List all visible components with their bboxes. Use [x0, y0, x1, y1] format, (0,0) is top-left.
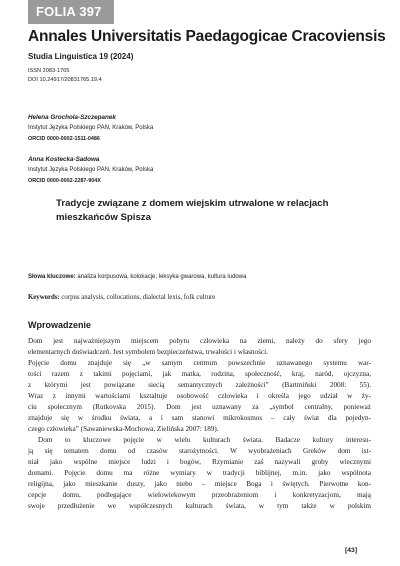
author-orcid-2[interactable]: ORCID 0000-0002-2287-904X — [28, 178, 101, 184]
author-orcid-1[interactable]: ORCID 0000-0002-1511-0486 — [28, 136, 100, 142]
body-text-line: z którymi jest powiązane siecią semantycznych zależności” (Bartmiński 2008: 55). — [28, 381, 371, 389]
doi[interactable]: DOI 10.24917/20831765.19.4 — [28, 77, 102, 83]
body-text-line: Wraz z innymi wartościami kształtuje osobowość człowieka i określa jego udział w ży- — [28, 392, 371, 400]
keywords-polish-label: Słowa kluczowe: — [28, 274, 76, 280]
body-text-line: domami. Pojęcie domu ma różne wymiary w tradycji biblijnej, m.in. jako wspólnota — [28, 469, 371, 477]
article-title — [56, 197, 356, 225]
keywords-polish-text: analiza korpusowa, kolokacje, leksyka gwarowa, kultura ludowa — [75, 274, 247, 280]
page-number: [43] — [345, 547, 358, 554]
body-text-line: znajduje się w środku świata, a i sam stanowi mikrokosmos – cały świat dla pojedyn- — [28, 414, 371, 422]
body-text-line: religijna, jako mieszkanie duszy, jako niebo – miejsce Boga i świętych. Pierwotne kon- — [28, 480, 371, 488]
body-text-line: ciu społecznym (Rutkovska 2015). Dom jest uznawany za „symbol centralny, ponieważ — [28, 403, 371, 411]
keywords-english — [28, 294, 215, 301]
body-text-line: niał jako wspólne miejsce ludzi i bogów, Rzymianie zaś nazywali groby wiecznymi — [28, 458, 371, 466]
body-text-line: ją się tematem domu od czasów starożytności. W wyobrażeniach Greków dom ist- — [28, 447, 371, 455]
body-text-line: Dom to kluczowe pojęcie w wielu kulturach świata. Badacze kultury interesu- — [38, 436, 371, 444]
author-name-1: Helena Grochola-Szczepanek — [28, 114, 116, 121]
journal-title: Annales Universitatis Paedagogicae Cracoviensis — [28, 28, 386, 45]
body-text-line: tości razem z takimi pojęciami, jak matka, rodzina, społeczność, kraj, naród, ojczyzna, — [28, 370, 371, 378]
body-text-line: Dom jest najważniejszym miejscem pobytu człowieka na ziemi, należy do sfery jego — [28, 337, 371, 345]
journal-series: Studia Linguistica 19 (2024) — [28, 52, 134, 61]
author-name-2: Anna Kostecka-Sadowa — [28, 156, 100, 163]
body-text-line: czego człowieka” (Sawaniewska-Mochowa, Zielińska 2007: 189). — [28, 425, 219, 433]
article-title-line-1: Tradycje związane z domem wiejskim utrwalone w relacjach — [56, 198, 329, 209]
keywords-english-text: corpus analysis, collocations, dialectal lexis, folk culture — [59, 294, 216, 301]
keywords-polish — [28, 274, 246, 280]
body-text-line: swoje przedłużenie we współczesnych kulturach świata, w tym także w polskim — [28, 502, 371, 510]
body-text-line: Pojęcie domu znajduje się „w samym centrum powszechnie uznawanego systemu war- — [28, 359, 371, 367]
article-title-line-2: mieszkańców Spisza — [56, 212, 151, 223]
author-affiliation-1: Instytut Języka Polskiego PAN, Kraków, Polska — [28, 125, 154, 131]
section-heading: Wprowadzenie — [28, 320, 92, 330]
author-affiliation-2: Instytut Języka Polskiego PAN, Kraków, Polska — [28, 167, 154, 173]
body-text-line: cepcje domu, podlegające wielowiekowym przeobrażeniom i konkretyzacjom, mają — [28, 491, 371, 499]
body-text-line: elementarnych doświadczeń. Jest symbolem bezpieczeństwa, trwałości i własności. — [28, 348, 268, 356]
folio-badge: FOLIA 397 — [28, 0, 114, 24]
keywords-english-label: Keywords: — [28, 294, 60, 301]
issn: ISSN 2083-1765 — [28, 68, 70, 74]
